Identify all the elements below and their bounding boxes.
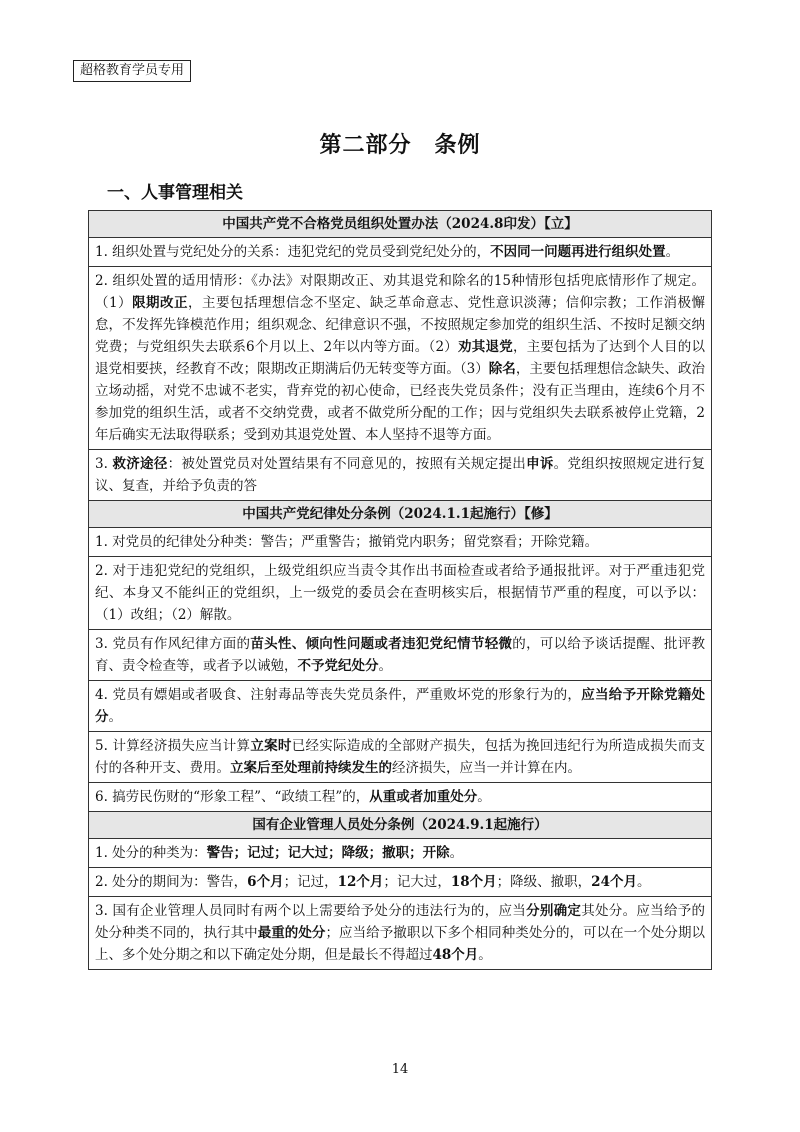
item-text: ，主要包括理想信念缺失、政治立场动摇，对党不忠诚不老实，背弃党的初心使命，已经丧失党员条件；没有正当理由，连续6个月不参加党的组织生活，或者不交纳党费，或者不做党所分配的工作；因与党组织失去联系被停止党籍，2年后确实无法取得联系；受到劝其退党处置、本人坚持不退等方面。	[95, 361, 706, 443]
item-text: 3. 国有企业管理人员同时有两个以上需要给予处分的违法行为的，应当	[95, 903, 527, 919]
item-text: ；降级、撤职，	[496, 874, 592, 890]
emphasis-text: 警告；记过；记大过；降级；撤职；开除	[206, 845, 450, 861]
item-text: 1. 处分的种类为：	[95, 845, 207, 861]
regulation-item-row	[89, 783, 712, 812]
regulation-item-row	[89, 528, 712, 557]
item-text: 。	[378, 658, 392, 674]
regulations-table	[88, 210, 712, 970]
regulation-item	[89, 238, 712, 267]
item-text: 1. 对党员的纪律处分种类：警告；严重警告；撤销党内职务；留党察看；开除党籍。	[95, 534, 599, 550]
regulation-item	[89, 897, 712, 970]
item-text: 2. 处分的期间为：警告，	[95, 874, 248, 890]
emphasis-text: 分别确定	[526, 903, 582, 919]
item-text: 5. 计算经济损失应当计算	[95, 738, 251, 754]
item-text: 。	[449, 845, 464, 861]
emphasis-text: 不因同一问题再进行组织处置	[490, 244, 666, 260]
regulation-item	[89, 681, 712, 732]
item-text: ；应当给予撤职以下多个相同种类处分的，可以在一个处分期以上、多个处分期之和以下确定处分期，但是最长不得超过	[95, 925, 706, 963]
regulation-title: 国有企业管理人员处分条例（2024.9.1起施行）	[89, 812, 712, 839]
emphasis-text: 限期改正	[132, 295, 189, 311]
regulation-item-row	[89, 868, 712, 897]
item-text: ；记大过，	[383, 874, 451, 890]
emphasis-text: 立案时	[250, 738, 292, 754]
regulation-item	[89, 868, 712, 897]
usage-stamp: 超格教育学员专用	[73, 60, 191, 82]
regulation-item-row	[89, 839, 712, 868]
regulation-item	[89, 557, 712, 630]
page-title: 第二部分 条例	[319, 132, 481, 158]
regulation-title: 中国共产党不合格党员组织处置办法（2024.8印发）【立】	[89, 211, 712, 238]
emphasis-text: 6个月	[247, 874, 284, 890]
emphasis-text: 从重或者加重处分	[369, 789, 478, 805]
item-text: 。党组织按照规定进行复议、复查，并给予负责的答	[95, 456, 706, 494]
emphasis-text: 应当给予开除党籍处分	[95, 687, 706, 725]
regulation-item	[89, 630, 712, 681]
item-text: 经济损失，应当一并计算在内。	[392, 760, 581, 776]
regulation-title: 中国共产党纪律处分条例（2024.1.1起施行）【修】	[89, 501, 712, 528]
regulation-item	[89, 267, 712, 450]
emphasis-text: 最重的处分	[257, 925, 326, 941]
emphasis-text: 不予党纪处分	[297, 658, 379, 674]
emphasis-text: 苗头性、倾向性问题或者违犯党纪情节轻微	[250, 636, 513, 652]
item-text: 2. 对于违犯党纪的党组织，上级党组织应当责令其作出书面检查或者给予通报批评。对于严重违犯党纪、本身又不能纠正的党组织，上一级党的委员会在查明核实后，根据情节严重的程度，可以予以：（1）改组；（2）解散。	[95, 563, 705, 623]
item-text: 1. 组织处置与党纪处分的关系：违犯党纪的党员受到党纪处分的，	[95, 244, 491, 260]
emphasis-text: 救济途径	[112, 456, 168, 472]
item-text: 已经实际造成的全部财产损失，包括为挽回违纪行为所造成损失而支付的各种开支、费用。	[95, 738, 706, 776]
regulation-item	[89, 528, 712, 557]
item-text: 4. 党员有嫖娼或者吸食、注射毒品等丧失党员条件，严重败坏党的形象行为的，	[95, 687, 582, 703]
regulation-item-row	[89, 630, 712, 681]
regulation-item	[89, 839, 712, 868]
emphasis-text: 12个月	[337, 874, 384, 890]
regulation-header-row	[89, 211, 712, 238]
regulation-item	[89, 783, 712, 812]
emphasis-text: 18个月	[450, 874, 497, 890]
emphasis-text: 24个月	[591, 874, 637, 890]
item-text: 6. 搞劳民伤财的“形象工程”、“政绩工程”的，	[95, 789, 370, 805]
regulation-item-row	[89, 732, 712, 783]
emphasis-text: 立案后至处理前持续发生的	[230, 760, 392, 776]
item-text: 其处分。应当给予的处分种类不同的，执行其中	[95, 903, 706, 941]
item-text: ，主要包括理想信念不坚定、缺乏革命意志、党性意识淡薄；信仰宗教；工作消极懈怠，不发挥先锋模范作用；组织观念、纪律意识不强，不按照规定参加党的组织生活、不按时足额交纳党费；与党组织失去联系6个月以上、2年以内等方面。（2）	[95, 295, 706, 355]
regulation-item-row	[89, 267, 712, 450]
item-text: 3. 党员有作风纪律方面的	[95, 636, 251, 652]
regulation-item-row	[89, 238, 712, 267]
item-text: 3.	[95, 456, 113, 472]
emphasis-text: 48个月	[432, 947, 479, 963]
regulation-item-row	[89, 681, 712, 732]
item-text: ，主要包括为了达到个人目的以退党相要挟，经教育不改；限期改正期满后仍无转变等方面。（3）	[95, 339, 705, 377]
emphasis-text: 申诉	[526, 456, 554, 472]
section-title: 一、人事管理相关	[107, 183, 243, 203]
regulation-item-row	[89, 557, 712, 630]
item-text: ；记过，	[283, 874, 338, 890]
item-text: 的，可以给予谈话提醒、批评教育、责令检查等，或者予以诫勉，	[95, 636, 706, 674]
regulation-header-row	[89, 812, 712, 839]
item-text: ：被处置党员对处置结果有不同意见的，按照有关规定提出	[167, 456, 527, 472]
regulation-header-row	[89, 501, 712, 528]
page-number: 14	[391, 1062, 409, 1077]
regulation-item-row	[89, 450, 712, 501]
item-text: 2. 组织处置的适用情形：《办法》对限期改正、劝其退党和除名的15种情形包括兜底情形作了规定。（1）	[95, 273, 705, 311]
item-text: 。	[665, 244, 680, 260]
item-text: 。	[108, 709, 122, 725]
emphasis-text: 除名	[488, 361, 516, 377]
item-text: 。	[478, 947, 492, 963]
regulation-item	[89, 450, 712, 501]
item-text: 。	[477, 789, 491, 805]
item-text: 。	[636, 874, 651, 890]
emphasis-text: 劝其退党	[458, 339, 513, 355]
regulation-item	[89, 732, 712, 783]
regulation-item-row	[89, 897, 712, 970]
